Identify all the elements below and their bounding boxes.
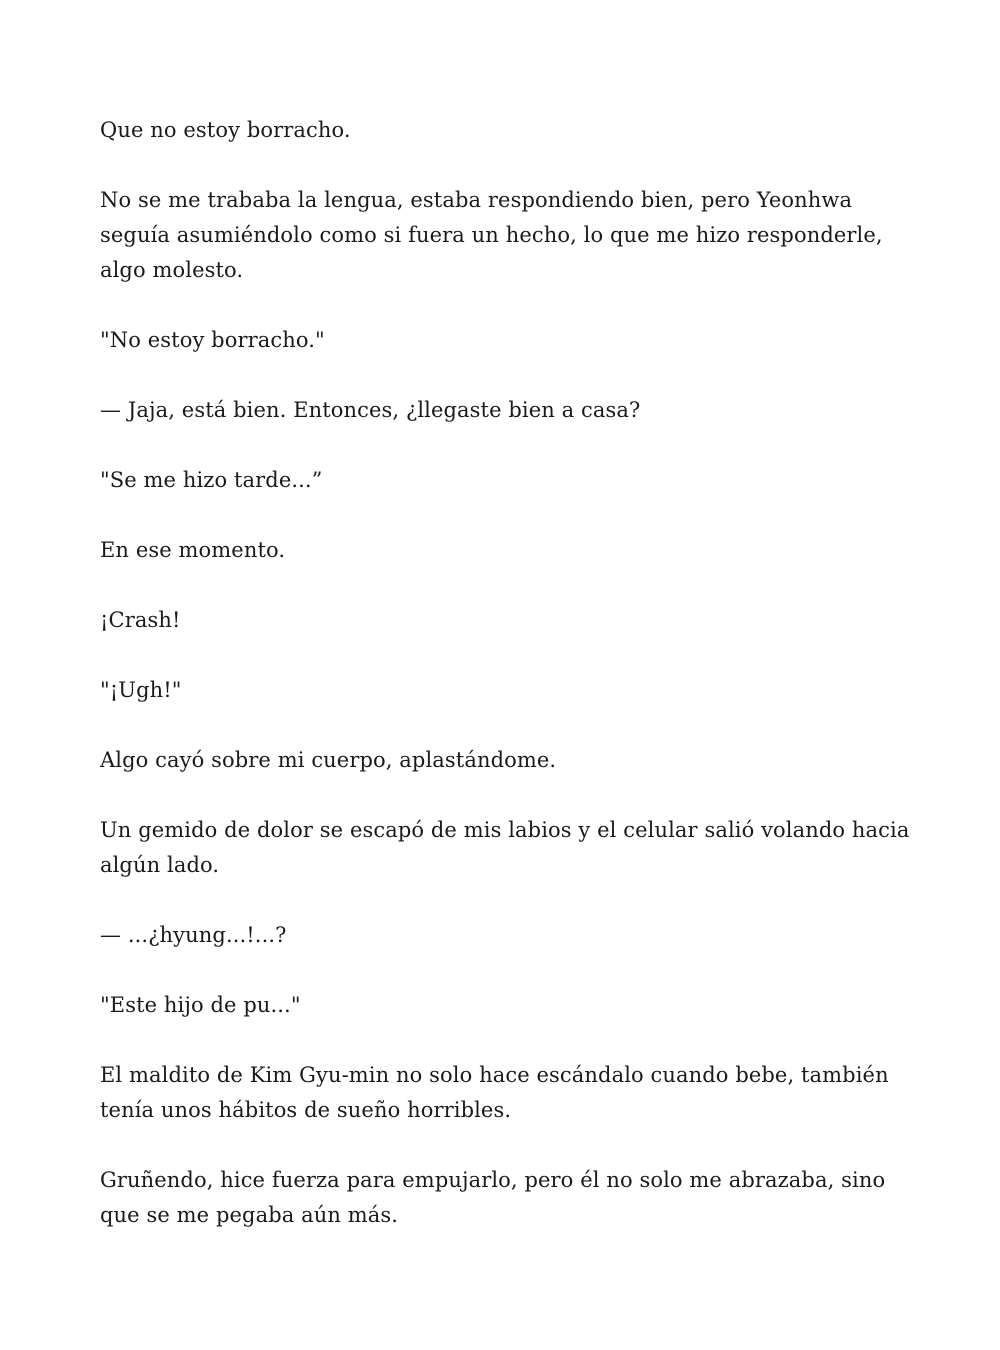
paragraph: "Se me hizo tarde...”: [100, 468, 323, 492]
document-body: [100, 113, 910, 1268]
paragraph: ¡Crash!: [100, 608, 181, 632]
paragraph: — Jaja, está bien. Entonces, ¿llegaste bien a casa?: [100, 398, 641, 422]
paragraph: El maldito de Kim Gyu-min no solo hace escándalo cuando bebe, también tenía unos hábitos de sueño horribles.: [100, 1063, 889, 1122]
paragraph: "No estoy borracho.": [100, 328, 325, 352]
paragraph: "¡Ugh!": [100, 678, 182, 702]
paragraph: Gruñendo, hice fuerza para empujarlo, pero él no solo me abrazaba, sino que se me pegaba aún más.: [100, 1168, 886, 1227]
paragraph: Un gemido de dolor se escapó de mis labios y el celular salió volando hacia algún lado.: [100, 818, 910, 877]
paragraph: No se me trababa la lengua, estaba respondiendo bien, pero Yeonhwa seguía asumiéndolo como si fuera un hecho, lo que me hizo responderle, algo molesto.: [100, 188, 883, 282]
paragraph: "Este hijo de pu...": [100, 993, 301, 1017]
paragraph: Algo cayó sobre mi cuerpo, aplastándome.: [100, 748, 557, 772]
paragraph: — ...¿hyung...!...?: [100, 923, 287, 947]
paragraph: Que no estoy borracho.: [100, 118, 351, 142]
paragraph: En ese momento.: [100, 538, 286, 562]
